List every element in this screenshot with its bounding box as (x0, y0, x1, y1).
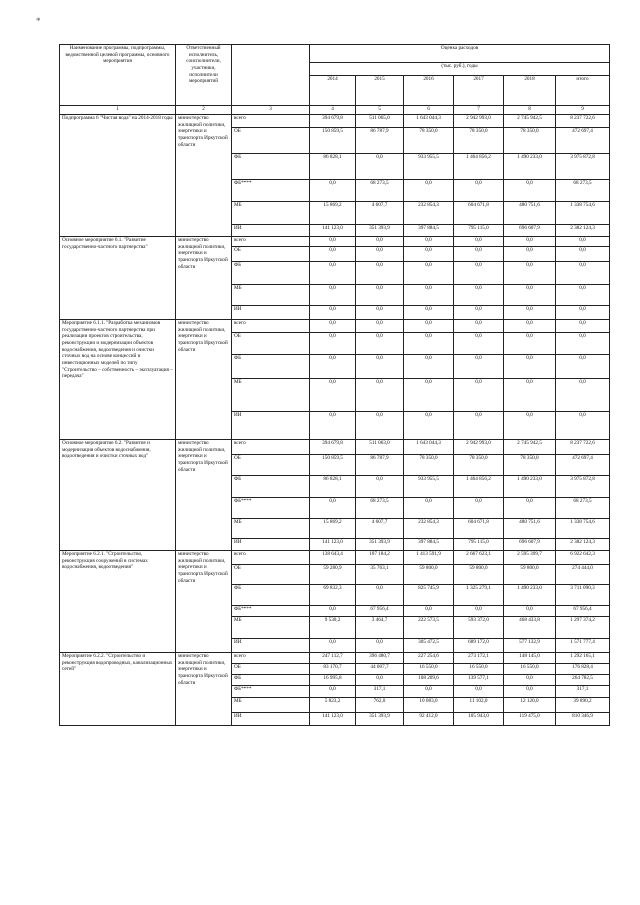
year-value-cell: 0,0 (454, 379, 504, 412)
year-value-cell: 0,0 (356, 412, 404, 440)
year-value-cell: 0,0 (356, 476, 404, 498)
funding-source: ИИ (232, 539, 310, 551)
year-value-cell: 0,0 (404, 412, 454, 440)
year-value-cell: 78 350,0 (504, 128, 556, 154)
year-value-cell: 92 412,0 (404, 713, 454, 726)
year-value-cell: 2 942 993,0 (454, 115, 504, 128)
year-value-cell: 59 800,0 (504, 565, 556, 585)
section-responsible: министерство жилищной политики, энергетики и транспорта Иркутской области (176, 440, 232, 551)
funding-source: ОБ (232, 455, 310, 476)
year-value-cell: 0,0 (310, 247, 356, 262)
funding-source: МБ (232, 617, 310, 639)
year-value-cell: 0,0 (404, 355, 454, 379)
year-value-cell: 0,0 (310, 639, 356, 653)
year-value-cell: 0,0 (504, 606, 556, 617)
column-number: 2 (176, 106, 232, 115)
section-name: Основное мероприятие 6.2. "Развитие и модернизация объектов водоснабжения, водоотведения и очистки сточных вод" (60, 440, 176, 551)
year-value-cell: 9 530,2 (310, 617, 356, 639)
year-value-cell: 0,0 (310, 686, 356, 698)
year-value-cell: 1 643 044,3 (404, 440, 454, 455)
year-value-cell: 2 745 942,5 (504, 440, 556, 455)
year-value-cell: 1 643 044,3 (404, 115, 454, 128)
page-mark: * (36, 16, 41, 26)
header-program-name: Наименование программы, подпрограммы, ведомственной целевой программы, основного мероприятия (60, 45, 176, 106)
funding-source: ФБ**** (232, 686, 310, 698)
section-responsible: министерство жилищной политики, энергетики и транспорта Иркутской области (176, 115, 232, 237)
year-value-cell: 0,0 (310, 306, 356, 320)
total-value-cell: 3 975 872,8 (556, 476, 610, 498)
year-value-cell: 0,0 (356, 262, 404, 285)
budget-table (59, 44, 610, 726)
funding-source: всего (232, 653, 310, 664)
year-value-cell: 604 671,8 (454, 202, 504, 225)
year-value-cell: 305 472,5 (404, 639, 454, 653)
year-value-cell: 78 350,0 (404, 128, 454, 154)
total-value-cell: 264 782,5 (556, 675, 610, 686)
total-value-cell: 0,0 (556, 412, 610, 440)
funding-source: ФБ (232, 262, 310, 285)
column-number: 8 (504, 106, 556, 115)
funding-source: ФБ**** (232, 606, 310, 617)
total-value-cell: 810 346,9 (556, 713, 610, 726)
year-value-cell: 78 350,0 (404, 455, 454, 476)
year-value-cell: 0,0 (404, 180, 454, 202)
year-value-cell: 762,0 (356, 698, 404, 713)
year-value-cell: 0,0 (404, 306, 454, 320)
year-value-cell: 795 115,0 (454, 225, 504, 237)
year-value-cell: 0,0 (404, 606, 454, 617)
year-value-cell: 2 942 993,0 (454, 440, 504, 455)
funding-source: МБ (232, 285, 310, 306)
year-value-cell: 78 350,0 (504, 455, 556, 476)
year-value-cell: 4 607,7 (356, 202, 404, 225)
year-value-cell: 0,0 (504, 285, 556, 306)
year-value-cell: 351 393,9 (356, 539, 404, 551)
year-value-cell: 933 955,5 (404, 476, 454, 498)
header-row-1 (60, 45, 610, 63)
section-row (60, 551, 610, 565)
total-value-cell: 472 697,4 (556, 455, 610, 476)
year-value-cell: 0,0 (404, 262, 454, 285)
year-value-cell: 67 956,4 (356, 606, 404, 617)
funding-source: ОБ (232, 664, 310, 675)
section-name: Мероприятие 6.1.1. "Разработка механизмов государственно-частного партнерства при реализации проектов строительства, реконструкции и модернизации объектов водоснабжения, водоотведения и очистки сточных вод на основе концессий и инвестиционных моделей по типу "Строительство – собственность – эксплуатация – передача" (60, 320, 176, 440)
year-value-cell: 0,0 (454, 247, 504, 262)
year-value-cell: 1 413 591,9 (404, 551, 454, 565)
year-value-cell: 139 577,1 (454, 675, 504, 686)
header-year: 2017 (454, 76, 504, 106)
funding-source: МБ (232, 698, 310, 713)
year-value-cell: 1 490 233,0 (504, 585, 556, 606)
year-value-cell: 795 115,0 (454, 539, 504, 551)
year-value-cell: 78 350,0 (454, 455, 504, 476)
year-value-cell: 0,0 (504, 498, 556, 519)
year-value-cell: 1 464 856,2 (454, 154, 504, 180)
year-value-cell: 2 667 623,1 (454, 551, 504, 565)
year-value-cell: 0,0 (504, 333, 556, 355)
year-value-cell: 78 350,0 (454, 128, 504, 154)
year-value-cell: 105 943,0 (454, 713, 504, 726)
year-value-cell: 0,0 (356, 320, 404, 333)
year-value-cell: 0,0 (310, 285, 356, 306)
year-value-cell: 397 884,5 (404, 539, 454, 551)
year-value-cell: 222 573,5 (404, 617, 454, 639)
year-value-cell: 480 751,6 (504, 202, 556, 225)
year-value-cell: 0,0 (310, 237, 356, 247)
total-value-cell: 6 922 642,3 (556, 551, 610, 565)
year-value-cell: 0,0 (454, 606, 504, 617)
year-value-cell: 0,0 (454, 320, 504, 333)
funding-source: МБ (232, 519, 310, 539)
section-row (60, 440, 610, 455)
section-name: Основное мероприятие 6.1. "Развитие государственно-частного партнерства" (60, 237, 176, 320)
funding-source: ФБ**** (232, 180, 310, 202)
year-value-cell: 0,0 (454, 285, 504, 306)
total-value-cell: 1 297 374,2 (556, 617, 610, 639)
year-value-cell: 0,0 (504, 355, 556, 379)
total-value-cell: 1 292 165,1 (556, 653, 610, 664)
year-value-cell: 0,0 (310, 606, 356, 617)
year-value-cell: 141 123,0 (310, 539, 356, 551)
year-value-cell: 394 679,8 (310, 115, 356, 128)
header-expense-estimate: Оценка расходов (310, 45, 610, 63)
year-value-cell: 696 607,9 (504, 225, 556, 237)
funding-source: ОБ (232, 247, 310, 262)
year-value-cell: 0,0 (404, 247, 454, 262)
header-responsible: Ответственный исполнитель, соисполнители, участники, исполнители мероприятий (176, 45, 232, 106)
year-value-cell: 351 393,9 (356, 713, 404, 726)
funding-source: ИИ (232, 306, 310, 320)
year-value-cell: 0,0 (356, 237, 404, 247)
year-value-cell: 0,0 (454, 333, 504, 355)
funding-source: МБ (232, 202, 310, 225)
funding-source: ФБ (232, 355, 310, 379)
year-value-cell: 150 859,5 (310, 455, 356, 476)
year-value-cell: 0,0 (504, 237, 556, 247)
year-value-cell: 0,0 (356, 639, 404, 653)
year-value-cell: 138 643,4 (310, 551, 356, 565)
total-value-cell: 0,0 (556, 379, 610, 412)
header-source-blank (232, 45, 310, 106)
year-value-cell: 0,0 (310, 412, 356, 440)
year-value-cell: 108 209,6 (404, 675, 454, 686)
funding-source: всего (232, 320, 310, 333)
year-value-cell: 59 280,9 (310, 565, 356, 585)
section-responsible: министерство жилищной политики, энергетики и транспорта Иркутской области (176, 320, 232, 440)
year-value-cell: 1 464 856,2 (454, 476, 504, 498)
funding-source: всего (232, 440, 310, 455)
total-value-cell: 68 273,5 (556, 180, 610, 202)
year-value-cell: 59 800,0 (454, 565, 504, 585)
year-value-cell: 16 550,0 (404, 664, 454, 675)
year-value-cell: 0,0 (504, 379, 556, 412)
year-value-cell: 593 372,0 (454, 617, 504, 639)
total-value-cell: 1 338 754,6 (556, 519, 610, 539)
column-number: 3 (232, 106, 310, 115)
year-value-cell: 0,0 (404, 320, 454, 333)
year-value-cell: 16 550,0 (504, 664, 556, 675)
total-value-cell: 274 444,0 (556, 565, 610, 585)
section-row (60, 320, 610, 333)
year-value-cell: 16 995,8 (310, 675, 356, 686)
year-value-cell: 0,0 (454, 355, 504, 379)
header-year: 2018 (504, 76, 556, 106)
year-value-cell: 0,0 (454, 237, 504, 247)
section-row (60, 653, 610, 664)
total-value-cell: 176 828,4 (556, 664, 610, 675)
total-value-cell: 39 890,2 (556, 698, 610, 713)
year-value-cell: 3 464,7 (356, 617, 404, 639)
year-value-cell: 86 828,1 (310, 476, 356, 498)
total-value-cell: 3 711 090,3 (556, 585, 610, 606)
header-year: 2016 (404, 76, 454, 106)
year-value-cell: 0,0 (404, 285, 454, 306)
year-value-cell: 511 063,0 (356, 440, 404, 455)
year-value-cell: 2 595 399,7 (504, 551, 556, 565)
total-value-cell: 67 956,4 (556, 606, 610, 617)
funding-source: всего (232, 237, 310, 247)
section-name: Подпрограмма 6 "Чистая вода" на 2014-2018 годы (60, 115, 176, 237)
column-number: 1 (60, 106, 176, 115)
funding-source: ОБ (232, 565, 310, 585)
year-value-cell: 0,0 (310, 355, 356, 379)
section-responsible: министерство жилищной политики, энергетики и транспорта Иркутской области (176, 551, 232, 653)
total-value-cell: 0,0 (556, 306, 610, 320)
year-value-cell: 0,0 (454, 306, 504, 320)
section-name: Мероприятие 6.2.1. "Строительство, реконструкция сооружений в системах водоснабжения, водоотведения" (60, 551, 176, 653)
year-value-cell: 141 123,0 (310, 225, 356, 237)
year-value-cell: 0,0 (454, 412, 504, 440)
year-value-cell: 10 083,0 (404, 698, 454, 713)
funding-source: ОБ (232, 128, 310, 154)
year-value-cell: 0,0 (310, 262, 356, 285)
year-value-cell: 0,0 (504, 306, 556, 320)
funding-source: ФБ (232, 154, 310, 180)
funding-source: ФБ (232, 476, 310, 498)
funding-source: всего (232, 115, 310, 128)
header-year-total: итого (556, 76, 610, 106)
year-value-cell: 232 854,3 (404, 519, 454, 539)
year-value-cell: 0,0 (504, 180, 556, 202)
year-value-cell: 0,0 (454, 180, 504, 202)
column-number: 5 (356, 106, 404, 115)
funding-source: всего (232, 551, 310, 565)
year-value-cell: 2 745 942,5 (504, 115, 556, 128)
header-units: (тыс. руб.), годы (310, 63, 610, 76)
year-value-cell: 11 102,0 (454, 698, 504, 713)
year-value-cell: 933 955,5 (404, 154, 454, 180)
column-number: 9 (556, 106, 610, 115)
year-value-cell: 0,0 (404, 237, 454, 247)
funding-source: ИИ (232, 412, 310, 440)
section-responsible: министерство жилищной политики, энергетики и транспорта Иркутской области (176, 237, 232, 320)
column-number: 7 (454, 106, 504, 115)
year-value-cell: 150 859,5 (310, 128, 356, 154)
year-value-cell: 511 065,0 (356, 115, 404, 128)
total-value-cell: 1 338 754,6 (556, 202, 610, 225)
year-value-cell: 0,0 (404, 333, 454, 355)
total-value-cell: 0,0 (556, 355, 610, 379)
year-value-cell: 0,0 (504, 686, 556, 698)
year-value-cell: 227 254,6 (404, 653, 454, 664)
total-value-cell: 0,0 (556, 262, 610, 285)
year-value-cell: 273 172,1 (454, 653, 504, 664)
total-value-cell: 68 273,5 (556, 498, 610, 519)
year-value-cell: 83 170,7 (310, 664, 356, 675)
year-value-cell: 44 007,7 (356, 664, 404, 675)
year-value-cell: 5 823,2 (310, 698, 356, 713)
year-value-cell: 1 490 233,0 (504, 476, 556, 498)
year-value-cell: 141 123,0 (310, 713, 356, 726)
year-value-cell: 16 550,0 (454, 664, 504, 675)
year-value-cell: 0,0 (356, 379, 404, 412)
year-value-cell: 0,0 (356, 285, 404, 306)
year-value-cell: 232 854,3 (404, 202, 454, 225)
funding-source: ФБ**** (232, 498, 310, 519)
funding-source: ИИ (232, 225, 310, 237)
year-value-cell: 119 475,0 (504, 713, 556, 726)
year-value-cell: 69 832,3 (310, 585, 356, 606)
column-number: 6 (404, 106, 454, 115)
year-value-cell: 0,0 (356, 675, 404, 686)
total-value-cell: 0,0 (556, 320, 610, 333)
year-value-cell: 577 132,9 (504, 639, 556, 653)
total-value-cell: 3 975 872,8 (556, 154, 610, 180)
year-value-cell: 107 184,2 (356, 551, 404, 565)
year-value-cell: 0,0 (356, 154, 404, 180)
year-value-cell: 4 607,7 (356, 519, 404, 539)
year-value-cell: 0,0 (504, 675, 556, 686)
funding-source: МБ (232, 379, 310, 412)
year-value-cell: 86 787,9 (356, 455, 404, 476)
year-value-cell: 0,0 (356, 585, 404, 606)
year-value-cell: 59 800,0 (404, 565, 454, 585)
funding-source: ФБ (232, 585, 310, 606)
year-value-cell: 0,0 (356, 306, 404, 320)
year-value-cell: 0,0 (310, 180, 356, 202)
year-value-cell: 68 273,5 (356, 498, 404, 519)
year-value-cell: 15 869,2 (310, 202, 356, 225)
year-value-cell: 480 751,6 (504, 519, 556, 539)
total-value-cell: 0,0 (556, 247, 610, 262)
section-name: Мероприятие 6.2.2. "Строительство и реконструкция водопроводных, канализационных сетей" (60, 653, 176, 726)
year-value-cell: 0,0 (454, 498, 504, 519)
funding-source: ОБ (232, 333, 310, 355)
year-value-cell: 0,0 (310, 333, 356, 355)
year-value-cell: 148 145,0 (504, 653, 556, 664)
funding-source: ИИ (232, 639, 310, 653)
year-value-cell: 604 671,8 (454, 519, 504, 539)
funding-source: ИИ (232, 713, 310, 726)
year-value-cell: 35 763,1 (356, 565, 404, 585)
year-value-cell: 0,0 (404, 686, 454, 698)
year-value-cell: 0,0 (504, 247, 556, 262)
year-value-cell: 0,0 (356, 247, 404, 262)
year-value-cell: 12 120,0 (504, 698, 556, 713)
year-value-cell: 0,0 (404, 379, 454, 412)
year-value-cell: 0,0 (504, 262, 556, 285)
year-value-cell: 86 828,1 (310, 154, 356, 180)
year-value-cell: 1 490 233,0 (504, 154, 556, 180)
year-value-cell: 0,0 (504, 320, 556, 333)
total-value-cell: 317,1 (556, 686, 610, 698)
total-value-cell: 0,0 (556, 285, 610, 306)
year-value-cell: 0,0 (356, 333, 404, 355)
year-value-cell: 397 884,5 (404, 225, 454, 237)
year-value-cell: 396 480,7 (356, 653, 404, 664)
year-value-cell: 394 679,8 (310, 440, 356, 455)
section-row (60, 237, 610, 247)
year-value-cell: 0,0 (356, 355, 404, 379)
year-value-cell: 0,0 (504, 412, 556, 440)
year-value-cell: 689 172,0 (454, 639, 504, 653)
year-value-cell: 1 325 279,1 (454, 585, 504, 606)
year-value-cell: 68 273,5 (356, 180, 404, 202)
year-value-cell: 247 112,7 (310, 653, 356, 664)
section-row (60, 115, 610, 128)
year-value-cell: 15 869,2 (310, 519, 356, 539)
year-value-cell: 86 787,9 (356, 128, 404, 154)
year-value-cell: 696 607,9 (504, 539, 556, 551)
total-value-cell: 8 237 722,6 (556, 115, 610, 128)
year-value-cell: 0,0 (310, 498, 356, 519)
total-value-cell: 472 697,4 (556, 128, 610, 154)
column-number: 4 (310, 106, 356, 115)
year-value-cell: 0,0 (310, 379, 356, 412)
year-value-cell: 0,0 (454, 686, 504, 698)
year-value-cell: 317,1 (356, 686, 404, 698)
total-value-cell: 2 382 124,3 (556, 225, 610, 237)
year-value-cell: 0,0 (404, 498, 454, 519)
year-value-cell: 468 433,8 (504, 617, 556, 639)
header-year: 2015 (356, 76, 404, 106)
year-value-cell: 0,0 (454, 262, 504, 285)
year-value-cell: 0,0 (310, 320, 356, 333)
header-year: 2014 (310, 76, 356, 106)
total-value-cell: 0,0 (556, 237, 610, 247)
year-value-cell: 825 745,9 (404, 585, 454, 606)
total-value-cell: 2 382 124,3 (556, 539, 610, 551)
total-value-cell: 1 571 777,4 (556, 639, 610, 653)
funding-source: ФБ (232, 675, 310, 686)
year-value-cell: 351 393,9 (356, 225, 404, 237)
total-value-cell: 8 237 722,6 (556, 440, 610, 455)
total-value-cell: 0,0 (556, 333, 610, 355)
section-responsible: министерство жилищной политики, энергетики и транспорта Иркутской области (176, 653, 232, 726)
column-number-row (60, 106, 610, 115)
